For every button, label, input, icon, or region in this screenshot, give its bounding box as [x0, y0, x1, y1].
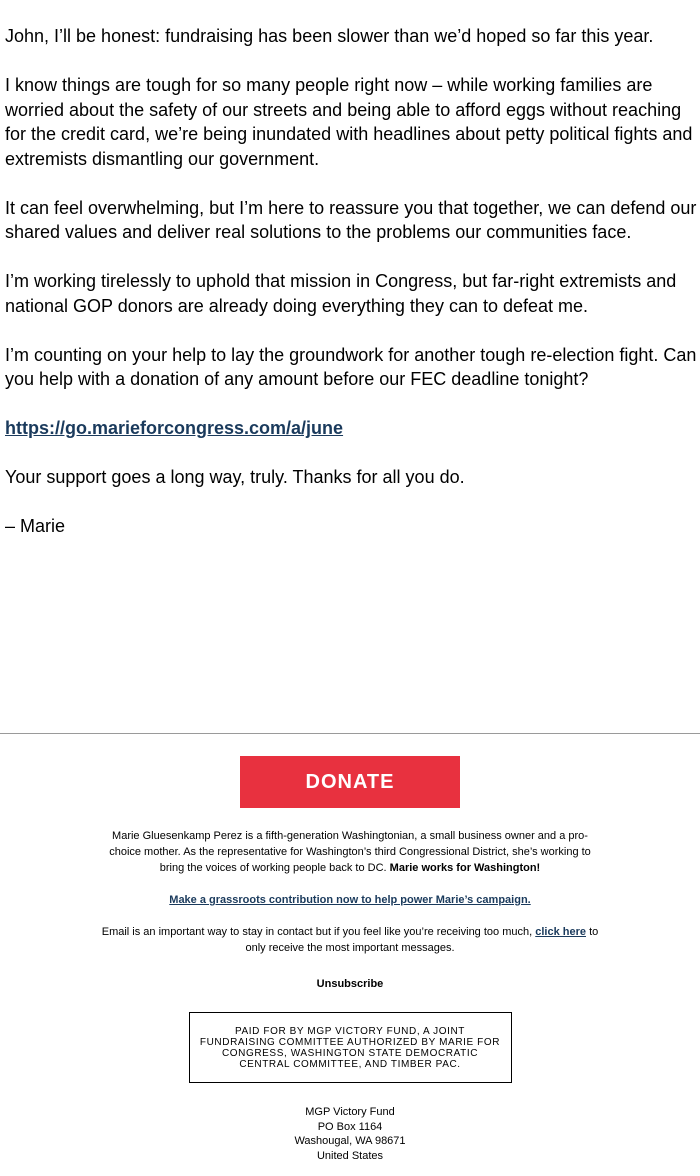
bio-tagline: Marie works for Washington!: [389, 862, 541, 874]
bio-text: Marie Gluesenkamp Perez is a fifth-generation Washingtonian, a small business owner and a pro-choice mother. As the representative for Washington’s third Congressional District, she’s working to bring the voices of working people back to DC.: [109, 830, 591, 874]
footer-divider: [0, 733, 700, 734]
email-footer: [0, 756, 700, 1163]
closing-paragraph: Your support goes a long way, truly. Thanks for all you do.: [5, 467, 465, 487]
email-body: [5, 24, 697, 563]
donation-link-paragraph: [5, 416, 697, 441]
address-city: Washougal, WA 98671: [294, 1135, 406, 1147]
donate-button[interactable]: DONATE: [240, 756, 460, 808]
email-note-text-before: Email is an important way to stay in contact but if you feel like you’re receiving too much,: [101, 926, 533, 938]
body-paragraph-2: It can feel overwhelming, but I’m here to reassure you that together, we can defend our shared values and deliver real solutions to the problems our communities face.: [5, 197, 697, 242]
body-paragraph-4: I’m counting on your help to lay the groundwork for another tough re-election fight. Can you help with a donation of any amount before our FEC deadline tonight?: [5, 344, 697, 389]
body-paragraph-3: I’m working tirelessly to uphold that mission in Congress, but far-right extremists and national GOP donors are already doing everything they can to defeat me.: [5, 271, 677, 316]
candidate-bio: [105, 828, 595, 876]
donation-link[interactable]: https://go.marieforcongress.com/a/june: [5, 418, 344, 438]
greeting-paragraph: John, I’ll be honest: fundraising has been slower than we’d hoped so far this year.: [5, 26, 654, 46]
paid-for-disclaimer: PAID FOR BY MGP VICTORY FUND, A JOINT FUNDRAISING COMMITTEE AUTHORIZED BY MARIE FOR CONGRESS, WASHINGTON STATE DEMOCRATIC CENTRAL COMMITTEE, AND TIMBER PAC.: [189, 1012, 512, 1083]
email-note-text-after: to only receive the most important messages.: [245, 926, 599, 954]
address-name: MGP Victory Fund: [305, 1106, 395, 1118]
address-po-box: PO Box 1164: [317, 1120, 383, 1133]
unsubscribe-link[interactable]: Unsubscribe: [316, 978, 384, 990]
grassroots-line: [0, 892, 700, 908]
email-frequency-note: [95, 924, 605, 956]
address-country: United States: [316, 1149, 384, 1162]
grassroots-contribution-link[interactable]: Make a grassroots contribution now to help power Marie’s campaign.: [169, 894, 531, 906]
mailing-address: [0, 1105, 700, 1163]
signature: – Marie: [5, 516, 66, 536]
click-here-link[interactable]: click here: [535, 926, 586, 938]
body-paragraph-1: I know things are tough for so many people right now – while working families are worried about the safety of our streets and being able to afford eggs without reaching for the credit card, we’re being inundated with headlines about petty political fights and extremists dismantling our government.: [5, 75, 693, 169]
